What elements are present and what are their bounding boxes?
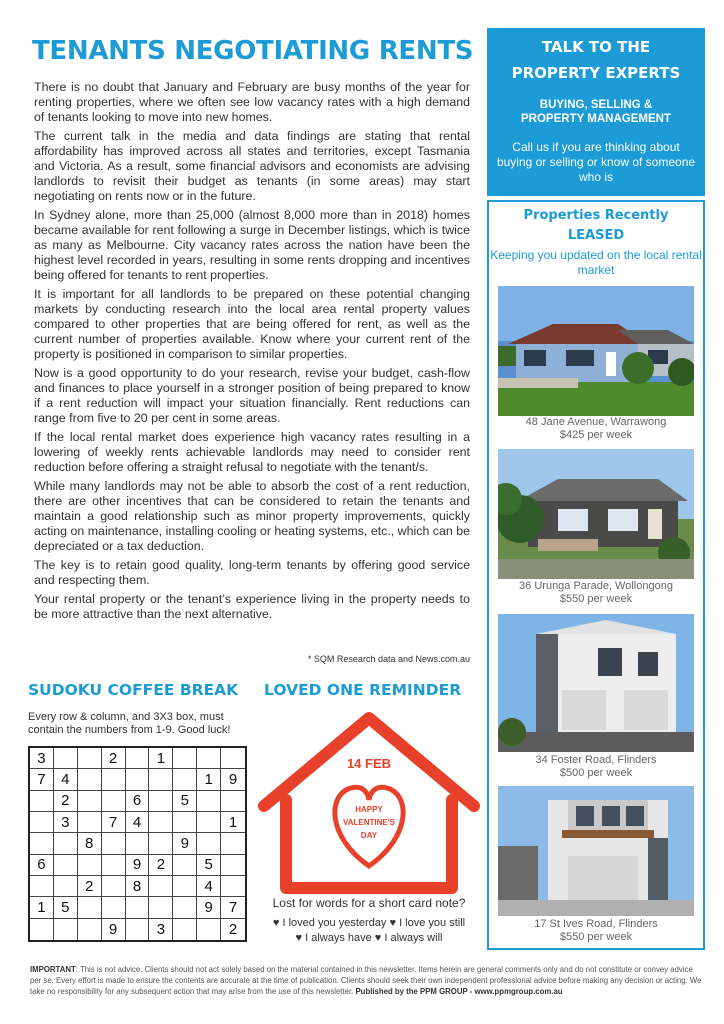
sudoku-cell	[78, 919, 102, 940]
valentine-note-line2: ♥ I always have ♥ I always will	[295, 932, 443, 944]
sudoku-cell	[173, 769, 197, 790]
sudoku-cell	[78, 855, 102, 876]
article-paragraph: Your rental property or the tenant’s experience living in the property needs to be more attractive than the next alternative.	[34, 592, 470, 621]
sudoku-cell	[149, 833, 173, 854]
sudoku-cell	[102, 833, 126, 854]
sudoku-cell	[221, 876, 245, 897]
property-address: 36 Urunga Parade, Wollongong	[519, 580, 673, 592]
sudoku-cell: 3	[54, 812, 78, 833]
sudoku-cell	[30, 833, 54, 854]
heart-text-line3: DAY	[360, 831, 378, 840]
valentine-note-line1: ♥ I loved you yesterday ♥ I love you still	[272, 917, 466, 929]
sudoku-cell	[197, 812, 221, 833]
property-address: 48 Jane Avenue, Warrawong	[525, 416, 667, 428]
sudoku-cell	[221, 791, 245, 812]
sudoku-cell: 9	[221, 769, 245, 790]
sudoku-cell	[30, 812, 54, 833]
talk-sub-line1: BUYING, SELLING &	[539, 99, 653, 111]
sudoku-cell: 7	[221, 897, 245, 918]
sudoku-cell: 2	[149, 855, 173, 876]
sudoku-cell	[78, 812, 102, 833]
disclaimer-text: : This is not advice. Clients should not act solely based on the material contained in this newsletter. Items herein are general comments only and do not constitute or convey advice per se. Every effort is made to ensure the contents are accurate at the time of publication. Clients should seek their own independent professional advice before making any decision or acting. We take no responsibility for any subsequent action that may arise from the use of this newsletter.	[30, 965, 702, 996]
sudoku-cell	[126, 833, 150, 854]
sudoku-cell: 3	[30, 748, 54, 769]
sudoku-cell: 4	[197, 876, 221, 897]
heart-text-line2: VALENTINE'S	[343, 818, 395, 827]
sudoku-cell	[126, 897, 150, 918]
sudoku-cell	[126, 919, 150, 940]
property-caption-1	[490, 416, 702, 442]
talk-title-line1: TALK TO THE	[541, 38, 651, 56]
sudoku-cell	[173, 855, 197, 876]
sudoku-cell	[102, 791, 126, 812]
sudoku-cell: 7	[30, 769, 54, 790]
sudoku-cell	[78, 769, 102, 790]
sudoku-cell: 2	[78, 876, 102, 897]
loved-one-title: LOVED ONE REMINDER	[264, 681, 462, 699]
sudoku-cell: 8	[78, 833, 102, 854]
sudoku-cell: 9	[102, 919, 126, 940]
valentine-date: 14 FEB	[346, 756, 392, 771]
sudoku-cell	[102, 897, 126, 918]
sudoku-cell	[78, 897, 102, 918]
sudoku-cell: 9	[126, 855, 150, 876]
leased-subtitle: Keeping you updated on the local rental market	[490, 248, 702, 277]
sudoku-cell	[78, 791, 102, 812]
sudoku-cell: 4	[126, 812, 150, 833]
property-price: $550 per week	[559, 593, 633, 605]
sudoku-cell	[197, 791, 221, 812]
sudoku-cell: 5	[173, 791, 197, 812]
sudoku-cell	[173, 748, 197, 769]
sudoku-cell: 3	[149, 919, 173, 940]
sudoku-cell	[173, 919, 197, 940]
sudoku-cell: 1	[197, 769, 221, 790]
leased-title-line1: Properties Recently	[523, 208, 669, 223]
sudoku-cell: 1	[149, 748, 173, 769]
property-photo-4	[498, 786, 694, 916]
sudoku-cell: 9	[173, 833, 197, 854]
sudoku-cell	[54, 833, 78, 854]
disclaimer	[30, 964, 704, 997]
sudoku-cell: 4	[54, 769, 78, 790]
sudoku-cell	[126, 769, 150, 790]
talk-text: Call us if you are thinking about buying or selling or know of someone who is	[496, 140, 696, 184]
sudoku-cell: 8	[126, 876, 150, 897]
sudoku-cell	[78, 748, 102, 769]
article-body	[34, 80, 470, 626]
sudoku-cell: 2	[228, 920, 238, 938]
sudoku-cell: 2	[102, 748, 126, 769]
article-paragraph: The key is to retain good quality, long-term tenants by offering good service and respecting them.	[34, 558, 470, 587]
sudoku-cell	[126, 748, 150, 769]
property-price: $550 per week	[559, 931, 633, 943]
valentine-house-graphic	[256, 706, 482, 901]
property-photo-1	[498, 286, 694, 416]
sudoku-cell: 1	[30, 897, 54, 918]
article-paragraph: It is important for all landlords to be prepared on these potential changing markets by conducting research into the local area rental property values compared to other properties that are being offered for rent, as well as the current number of properties available. Know where your current rent of the property is positioned in comparison to similar properties.	[34, 287, 470, 361]
sudoku-cell	[173, 876, 197, 897]
property-price: $500 per week	[559, 767, 633, 779]
sudoku-cell: 6	[126, 791, 150, 812]
article-title: TENANTS NEGOTIATING RENTS	[32, 36, 474, 66]
sudoku-cell	[149, 769, 173, 790]
property-address: 17 St Ives Road, Flinders	[534, 918, 658, 930]
sudoku-cell	[149, 791, 173, 812]
disclaimer-label: IMPORTANT	[30, 965, 76, 974]
article-paragraph: If the local rental market does experience high vacancy rates resulting in a lowering of weekly rents achievable landlords may need to consider rent reduction before offering a straight refusal to negotiate with the tenant/s.	[34, 430, 470, 474]
article-source: * SQM Research data and News.com.au	[307, 654, 470, 664]
sudoku-cell: 1	[221, 812, 245, 833]
sudoku-cell	[54, 919, 78, 940]
sudoku-cell	[102, 876, 126, 897]
property-photo-3	[498, 614, 694, 752]
sudoku-cell	[54, 855, 78, 876]
sudoku-cell	[102, 855, 126, 876]
valentine-prompt: Lost for words for a short card note?	[272, 896, 466, 910]
sudoku-cell	[221, 833, 245, 854]
sudoku-cell: 9	[197, 897, 221, 918]
sudoku-cell: 7	[102, 812, 126, 833]
property-caption-2	[490, 580, 702, 606]
article-paragraph: In Sydney alone, more than 25,000 (almost 8,000 more than in 2018) homes became available for rent following a surge in December listings, which is twice as many as Melbourne. City vacancy rates across the nation have been the highest level recorded in years, resulting in some rents dropping and incentives being offered for tenants to rent properties.	[34, 208, 470, 282]
sudoku-cell	[149, 876, 173, 897]
sudoku-cell	[30, 791, 54, 812]
sudoku-cell	[30, 919, 54, 940]
talk-title-line2: PROPERTY EXPERTS	[511, 64, 681, 82]
heart-text-line1: HAPPY	[355, 805, 383, 814]
sudoku-cell	[173, 812, 197, 833]
property-caption-4	[490, 918, 702, 944]
property-caption-3	[490, 754, 702, 780]
disclaimer-publisher: Published by the PPM GROUP - www.ppmgroup.com.au	[355, 987, 563, 996]
sudoku-cell	[149, 812, 173, 833]
sudoku-cell: 6	[30, 855, 54, 876]
sudoku-cell	[197, 833, 221, 854]
article-paragraph: Now is a good opportunity to do your research, revise your budget, cash-flow and finances to place yourself in a stronger position of being prepared to know if a rent reduction will impact your situation financially. Rent reductions can range from five to 20 per cent in some areas.	[34, 366, 470, 425]
sudoku-cell	[30, 876, 54, 897]
leased-title-line2: LEASED	[567, 228, 625, 243]
sudoku-cell	[197, 919, 221, 940]
sudoku-grid	[28, 746, 247, 942]
sudoku-instructions: Every row & column, and 3X3 box, must contain the numbers from 1-9. Good luck!	[28, 711, 231, 736]
article-paragraph: There is no doubt that January and February are busy months of the year for renting properties, where we often see low vacancy rates with a high demand of tenants looking to move into new homes.	[34, 80, 470, 124]
talk-sub-line2: PROPERTY MANAGEMENT	[521, 113, 671, 125]
sudoku-cell	[197, 748, 221, 769]
property-address: 34 Foster Road, Flinders	[535, 754, 657, 766]
article-paragraph: The current talk in the media and data findings are stating that rental affordability has improved across all states and territories, except Tasmania and Victoria. As a result, some financial advisors and economists are advising landlords to revisit their budget as tenants (in some areas) may start negotiating on rents now or in the future.	[34, 129, 470, 203]
sudoku-cell	[149, 897, 173, 918]
sudoku-cell: 5	[54, 897, 78, 918]
sudoku-cell	[221, 855, 245, 876]
property-price: $425 per week	[559, 429, 633, 441]
sudoku-cell: 2	[54, 791, 78, 812]
sudoku-title: SUDOKU COFFEE BREAK	[28, 681, 239, 699]
property-photo-2	[498, 449, 694, 579]
talk-to-experts-box	[487, 28, 705, 196]
sudoku-cell	[221, 748, 245, 769]
article-paragraph: While many landlords may not be able to absorb the cost of a rent reduction, there are other incentives that can be considered to retain the tenants and maintain a good relationship such as minor property improvements, quickly acting on maintenance, installing cooling or heating systems, etc., which can be depreciated or a tax deduction.	[34, 479, 470, 553]
sudoku-cell	[54, 876, 78, 897]
sudoku-cell	[102, 769, 126, 790]
sudoku-cell: 5	[197, 855, 221, 876]
sudoku-cell	[54, 748, 78, 769]
sudoku-cell	[173, 897, 197, 918]
